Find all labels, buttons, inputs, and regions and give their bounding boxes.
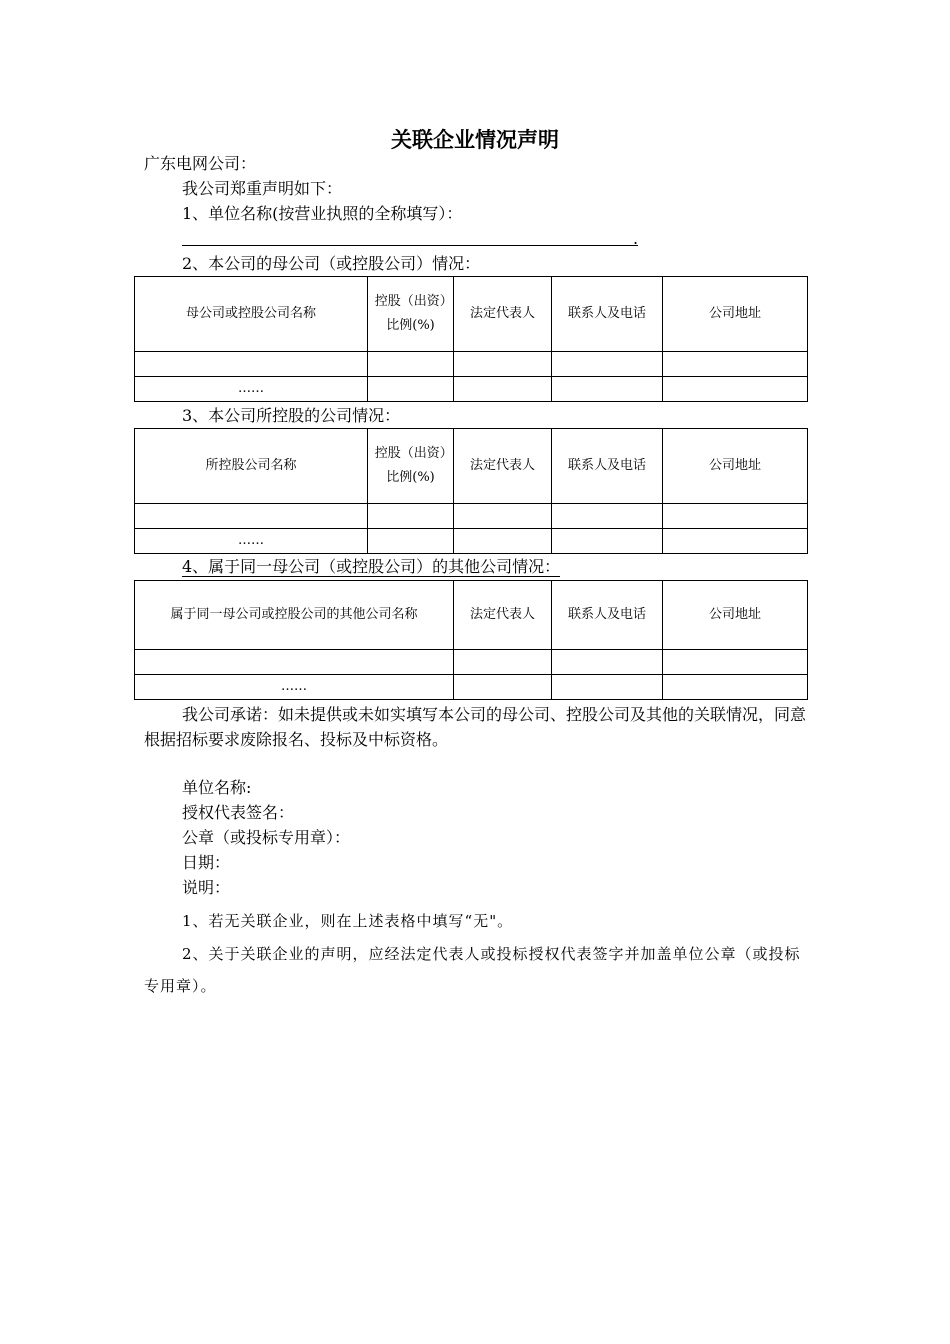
table-cell[interactable] <box>552 504 663 529</box>
table-cell[interactable] <box>135 504 368 529</box>
signature-seal: 公章（或投标专用章）： <box>182 828 351 847</box>
table-cell[interactable] <box>368 504 454 529</box>
table-cell[interactable] <box>454 675 552 700</box>
item-3-label: 3、本公司所控股的公司情况： <box>182 406 401 425</box>
table-cell[interactable] <box>663 377 808 402</box>
parent-company-table <box>134 276 808 402</box>
header-share-ratio: 控股（出资）比例(%) <box>368 429 454 504</box>
document-title: 关联企业情况声明 <box>391 127 559 152</box>
table-cell[interactable] <box>663 675 808 700</box>
header-company-address: 公司地址 <box>663 277 808 352</box>
item-4-label <box>182 557 560 577</box>
table-cell[interactable] <box>454 352 552 377</box>
header-legal-representative: 法定代表人 <box>454 581 552 650</box>
header-share-ratio: 控股（出资）比例(%) <box>368 277 454 352</box>
item-1-label: 1、单位名称(按营业执照的全称填写）： <box>182 204 463 223</box>
table-cell[interactable] <box>552 529 663 554</box>
ellipsis-cell[interactable]: …… <box>135 675 454 700</box>
table-cell[interactable] <box>663 650 808 675</box>
header-contact-phone: 联系人及电话 <box>552 581 663 650</box>
table-cell[interactable] <box>135 352 368 377</box>
table-cell[interactable] <box>663 352 808 377</box>
explanation-label: 说明： <box>182 878 231 897</box>
header-company-address: 公司地址 <box>663 581 808 650</box>
header-controlled-company-name: 所控股公司名称 <box>135 429 368 504</box>
addressee: 广东电网公司： <box>144 154 257 173</box>
table-cell[interactable] <box>454 529 552 554</box>
table-cell[interactable] <box>368 529 454 554</box>
item-4-text: 4、属于同一母公司（或控股公司）的其他公司情况： <box>182 557 561 576</box>
header-company-address: 公司地址 <box>663 429 808 504</box>
table-cell[interactable] <box>552 352 663 377</box>
table-cell[interactable] <box>368 352 454 377</box>
signature-date: 日期： <box>182 853 231 872</box>
unit-name-field[interactable] <box>182 245 638 246</box>
note-1: 1、若无关联企业，则在上述表格中填写“无"。 <box>182 912 514 930</box>
sibling-company-table <box>134 580 808 700</box>
header-legal-representative: 法定代表人 <box>454 277 552 352</box>
table-cell[interactable] <box>454 377 552 402</box>
table-cell[interactable] <box>663 504 808 529</box>
unit-name-period: . <box>633 229 639 248</box>
signature-unit-name: 单位名称: <box>182 778 252 797</box>
intro-text: 我公司郑重声明如下： <box>182 179 343 198</box>
table-cell[interactable] <box>663 529 808 554</box>
note-2: 2、关于关联企业的声明，应经法定代表人或投标授权代表签字并加盖单位公章（或投标专用章）。 <box>144 945 801 995</box>
header-legal-representative: 法定代表人 <box>454 429 552 504</box>
table-cell[interactable] <box>552 377 663 402</box>
table-cell[interactable] <box>135 650 454 675</box>
table-cell[interactable] <box>552 650 663 675</box>
header-sibling-company-name: 属于同一母公司或控股公司的其他公司名称 <box>135 581 454 650</box>
ellipsis-cell[interactable]: …… <box>135 377 368 402</box>
signature-representative: 授权代表签名： <box>182 803 295 822</box>
item-2-label: 2、本公司的母公司（或控股公司）情况： <box>182 254 481 273</box>
commitment-paragraph: 我公司承诺：如未提供或未如实填写本公司的母公司、控股公司及其他的关联情况，同意根据招标要求废除报名、投标及中标资格。 <box>144 705 807 749</box>
header-contact-phone: 联系人及电话 <box>552 429 663 504</box>
ellipsis-cell[interactable]: …… <box>135 529 368 554</box>
controlled-company-table <box>134 428 808 554</box>
table-cell[interactable] <box>368 377 454 402</box>
table-cell[interactable] <box>454 650 552 675</box>
header-parent-company-name: 母公司或控股公司名称 <box>135 277 368 352</box>
table-cell[interactable] <box>454 504 552 529</box>
header-contact-phone: 联系人及电话 <box>552 277 663 352</box>
table-cell[interactable] <box>552 675 663 700</box>
